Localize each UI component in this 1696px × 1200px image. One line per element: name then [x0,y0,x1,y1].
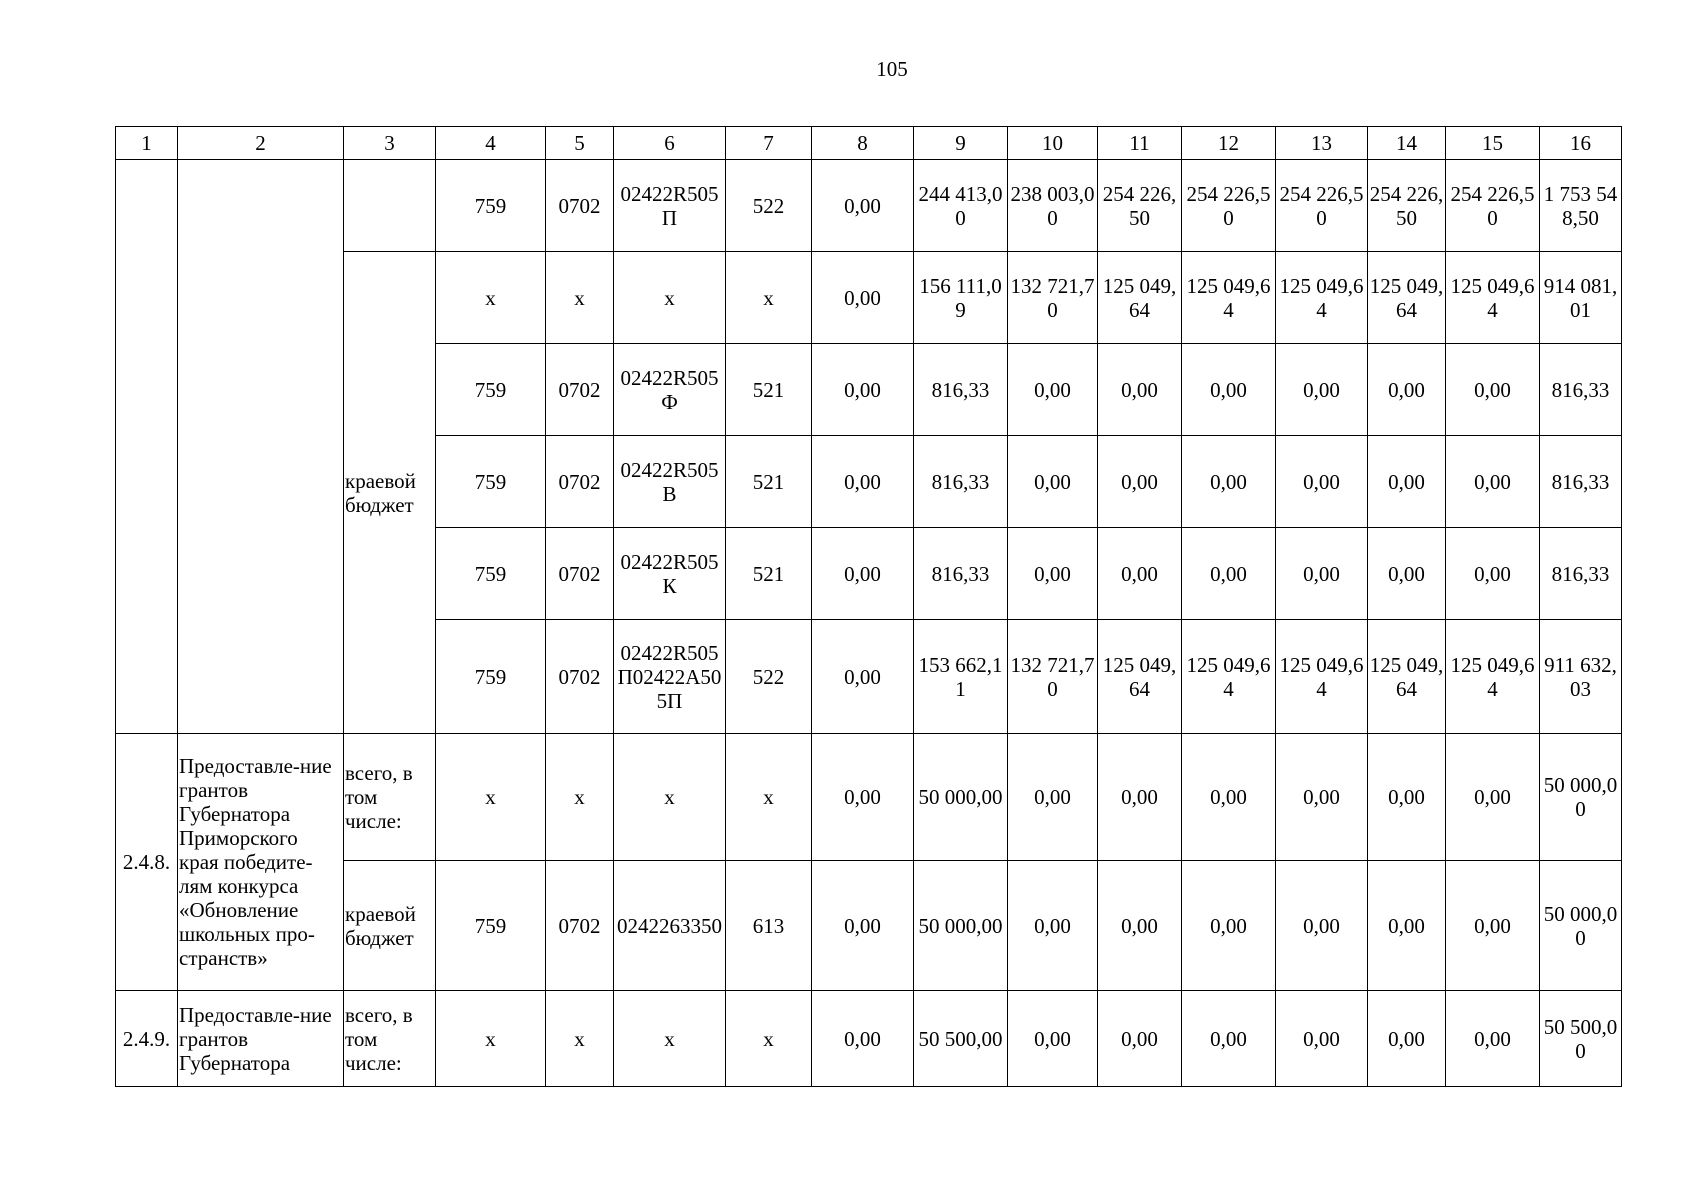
c8: 0,00 [812,861,914,991]
c16: 50 000,​00 [1540,861,1622,991]
col-header: 8 [812,127,914,160]
c8: 0,00 [812,528,914,620]
funding-source-cell [344,160,436,252]
c12: 125 049,​64 [1182,252,1276,344]
col-header: 3 [344,127,436,160]
c8: 0,00 [812,252,914,344]
c6: x [614,252,726,344]
col-header: 1 [116,127,178,160]
c5: x [546,734,614,861]
c14: 254 22​6,50 [1368,160,1446,252]
c4: x [436,734,546,861]
c14: 0,00 [1368,734,1446,861]
c14: 125 04​9,64 [1368,252,1446,344]
c10: 0,00 [1008,344,1098,436]
col-header: 13 [1276,127,1368,160]
c7: 613 [726,861,812,991]
c5: 0702 [546,436,614,528]
c7: 521 [726,436,812,528]
c10: 132 721,​70 [1008,620,1098,734]
c5: 0702 [546,620,614,734]
c13: 0,00 [1276,344,1368,436]
c7: 521 [726,344,812,436]
c5: 0702 [546,528,614,620]
header-row [116,127,1622,160]
c15: 254 226,​50 [1446,160,1540,252]
c15: 125 049,​64 [1446,252,1540,344]
c13: 0,00 [1276,528,1368,620]
c15: 125 049,​64 [1446,620,1540,734]
c12: 254 226,​50 [1182,160,1276,252]
c16: 914 081​,01 [1540,252,1622,344]
c8: 0,00 [812,436,914,528]
c14: 0,00 [1368,861,1446,991]
table-row [116,160,1622,252]
c8: 0,00 [812,344,914,436]
c7: x [726,734,812,861]
c4: x [436,991,546,1087]
c10: 0,00 [1008,528,1098,620]
c8: 0,00 [812,160,914,252]
c11: 125 049​,64 [1098,620,1182,734]
c10: 0,00 [1008,436,1098,528]
funding-source-cell: всего, в том числе: [344,991,436,1087]
c6: x [614,734,726,861]
c6: x [614,991,726,1087]
c5: x [546,991,614,1087]
c7: x [726,252,812,344]
col-header: 5 [546,127,614,160]
c6: 02422R50​5П​02422А50​5П [614,620,726,734]
c13: 0,00 [1276,861,1368,991]
c6: 02422R50​5В [614,436,726,528]
c10: 238 003,​00 [1008,160,1098,252]
col-header: 9 [914,127,1008,160]
c4: 759 [436,344,546,436]
col-header: 14 [1368,127,1446,160]
c16: 816,33 [1540,528,1622,620]
c9: 50 000,0​0 [914,734,1008,861]
c12: 0,00 [1182,528,1276,620]
funding-source-cell: всего, в том числе: [344,734,436,861]
c11: 0,00 [1098,734,1182,861]
c11: 0,00 [1098,528,1182,620]
c15: 0,00 [1446,436,1540,528]
c13: 125 049,​64 [1276,252,1368,344]
col-header: 10 [1008,127,1098,160]
col-header: 2 [178,127,344,160]
c9: 153 662,​11 [914,620,1008,734]
c11: 0,00 [1098,861,1182,991]
col-header: 7 [726,127,812,160]
c10: 0,00 [1008,861,1098,991]
c16: 911 632​,03 [1540,620,1622,734]
row-number-cell: 2.4.8. [116,734,178,991]
row-number-cell: 2.4.9. [116,991,178,1087]
col-header: 15 [1446,127,1540,160]
col-header: 6 [614,127,726,160]
c13: 125 049,​64 [1276,620,1368,734]
c15: 0,00 [1446,991,1540,1087]
c6: 02422R50​5П [614,160,726,252]
c7: 522 [726,160,812,252]
c12: 0,00 [1182,734,1276,861]
c11: 0,00 [1098,991,1182,1087]
c6: 02422R50​5К [614,528,726,620]
c8: 0,00 [812,620,914,734]
col-header: 11 [1098,127,1182,160]
c4: 759 [436,160,546,252]
c15: 0,00 [1446,528,1540,620]
c8: 0,00 [812,734,914,861]
c9: 50 000,0​0 [914,861,1008,991]
c4: 759 [436,620,546,734]
c9: 816,33 [914,436,1008,528]
c7: x [726,991,812,1087]
c9: 816,33 [914,344,1008,436]
row-number-cell [116,160,178,734]
c12: 0,00 [1182,991,1276,1087]
c4: 759 [436,528,546,620]
c9: 244 413,​00 [914,160,1008,252]
table-row [116,991,1622,1087]
c4: 759 [436,436,546,528]
c14: 0,00 [1368,344,1446,436]
row-name-cell: Предоставле-​ние грантов Губернатора [178,991,344,1087]
c10: 0,00 [1008,734,1098,861]
c9: 156 111,​09 [914,252,1008,344]
c5: 0702 [546,344,614,436]
col-header: 4 [436,127,546,160]
c15: 0,00 [1446,344,1540,436]
c13: 0,00 [1276,436,1368,528]
col-header: 16 [1540,127,1622,160]
c16: 816,33 [1540,436,1622,528]
c11: 125 049​,64 [1098,252,1182,344]
row-name-cell [178,160,344,734]
row-name-cell: Предоставле-​ние грантов Губернатора Приморского края победите-​лям конкурса «Обновление школьных про-​странств» [178,734,344,991]
c8: 0,00 [812,991,914,1087]
c15: 0,00 [1446,861,1540,991]
c14: 0,00 [1368,436,1446,528]
budget-table [115,126,1622,1087]
c14: 0,00 [1368,528,1446,620]
c7: 521 [726,528,812,620]
c13: 0,00 [1276,991,1368,1087]
c13: 254 226,​50 [1276,160,1368,252]
c10: 132 721,​70 [1008,252,1098,344]
col-header: 12 [1182,127,1276,160]
funding-source-cell: краевой бюджет [344,861,436,991]
c12: 125 049,​64 [1182,620,1276,734]
c4: 759 [436,861,546,991]
c7: 522 [726,620,812,734]
c11: 0,00 [1098,344,1182,436]
c12: 0,00 [1182,344,1276,436]
c16: 816,33 [1540,344,1622,436]
c5: 0702 [546,160,614,252]
page-number: 105 [876,57,908,81]
c5: 0702 [546,861,614,991]
table-row [116,734,1622,861]
c5: x [546,252,614,344]
c14: 125 04​9,64 [1368,620,1446,734]
funding-source-cell: краевой бюджет [344,252,436,734]
c9: 816,33 [914,528,1008,620]
c12: 0,00 [1182,436,1276,528]
c9: 50 500,0​0 [914,991,1008,1087]
c16: 50 500,​00 [1540,991,1622,1087]
c13: 0,00 [1276,734,1368,861]
c16: 1 753 5​48,50 [1540,160,1622,252]
c6: 024226335​0 [614,861,726,991]
c4: x [436,252,546,344]
c16: 50 000,​00 [1540,734,1622,861]
c15: 0,00 [1446,734,1540,861]
c12: 0,00 [1182,861,1276,991]
c11: 0,00 [1098,436,1182,528]
c11: 254 226​,50 [1098,160,1182,252]
c14: 0,00 [1368,991,1446,1087]
c6: 02422R50​5Ф [614,344,726,436]
c10: 0,00 [1008,991,1098,1087]
